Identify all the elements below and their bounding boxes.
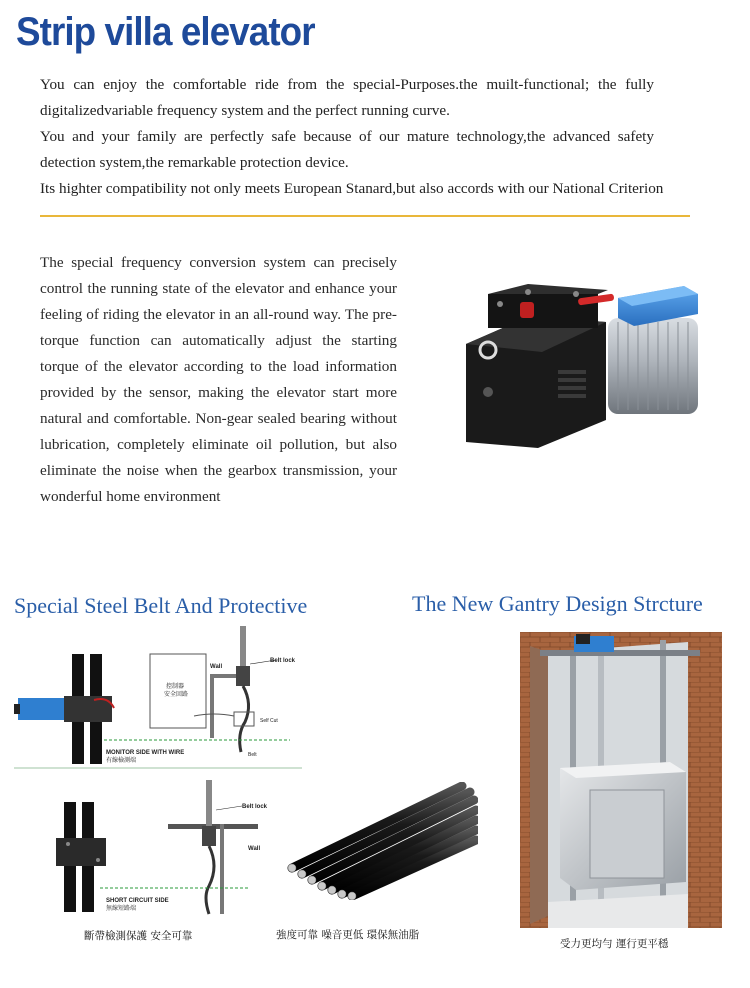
divider-line <box>40 215 690 217</box>
gantry-elevator-image <box>520 632 722 928</box>
wall-label-top: Wall <box>210 664 223 670</box>
intro-paragraph-2: You and your family are perfectly safe because of our mature technology,the advanced safety detection system,the remarkable protection device. <box>40 128 654 171</box>
belt-caption: 斷帶檢測保護 安全可靠 <box>84 930 193 942</box>
gantry-caption: 受力更均勻 運行更平穩 <box>560 938 669 950</box>
controller-label-line1: 控制器 <box>166 683 185 690</box>
rods-caption: 強度可靠 噪音更低 環保無油脂 <box>276 929 420 941</box>
controller-label-line2: 安全回路 <box>164 691 189 698</box>
belt-lock-label-bottom: Belt lock <box>242 804 268 810</box>
gantry-section-heading: The New Gantry Design Strcture <box>412 591 703 616</box>
feature-paragraph: The special frequency conversion system can precisely control the running state of the elevator and enhance your feeling of riding the elevator in an all-round way. The pre-torque function can automatically adjust the starting torque of the elevator according to the load information provided by the sensor, making the elevator start more natural and comfortable. Non-gear sealed bearing without lubrication, completely eliminate oil pollution, but also eliminate the noise when the gearbox transmission, your wonderful home environment <box>40 254 397 505</box>
belt-section-heading: Special Steel Belt And Protective <box>14 593 308 618</box>
belt-label: Belt <box>248 752 257 758</box>
steel-belt-rods-image <box>278 782 478 900</box>
monitor-side-caption: MONITOR SIDE WITH WIRE <box>106 750 185 756</box>
belt-monitor-diagram <box>14 626 302 772</box>
traction-machine-image <box>458 282 704 450</box>
short-circuit-caption: SHORT CIRCUIT SIDE <box>106 898 169 904</box>
belt-short-circuit-diagram <box>50 780 280 918</box>
monitor-side-caption-zh: 有線檢測端 <box>106 757 137 764</box>
wall-label-bottom: Wall <box>248 846 261 852</box>
intro-paragraph-3: Its highter compatibility not only meets European Stanard,but also accords with our National Criterion <box>40 180 664 197</box>
short-circuit-caption-zh: 無線短路端 <box>106 905 137 912</box>
intro-text <box>40 72 664 202</box>
intro-paragraph-1: You can enjoy the comfortable ride from the special-Purposes.the muilt-functional; the fully digitalizedvariable frequency system and the perfect running curve. <box>40 76 654 119</box>
self-cut-label: Self Cut <box>260 718 278 724</box>
page-title: Strip villa elevator <box>16 10 315 54</box>
belt-lock-label-top: Belt lock <box>270 658 296 664</box>
